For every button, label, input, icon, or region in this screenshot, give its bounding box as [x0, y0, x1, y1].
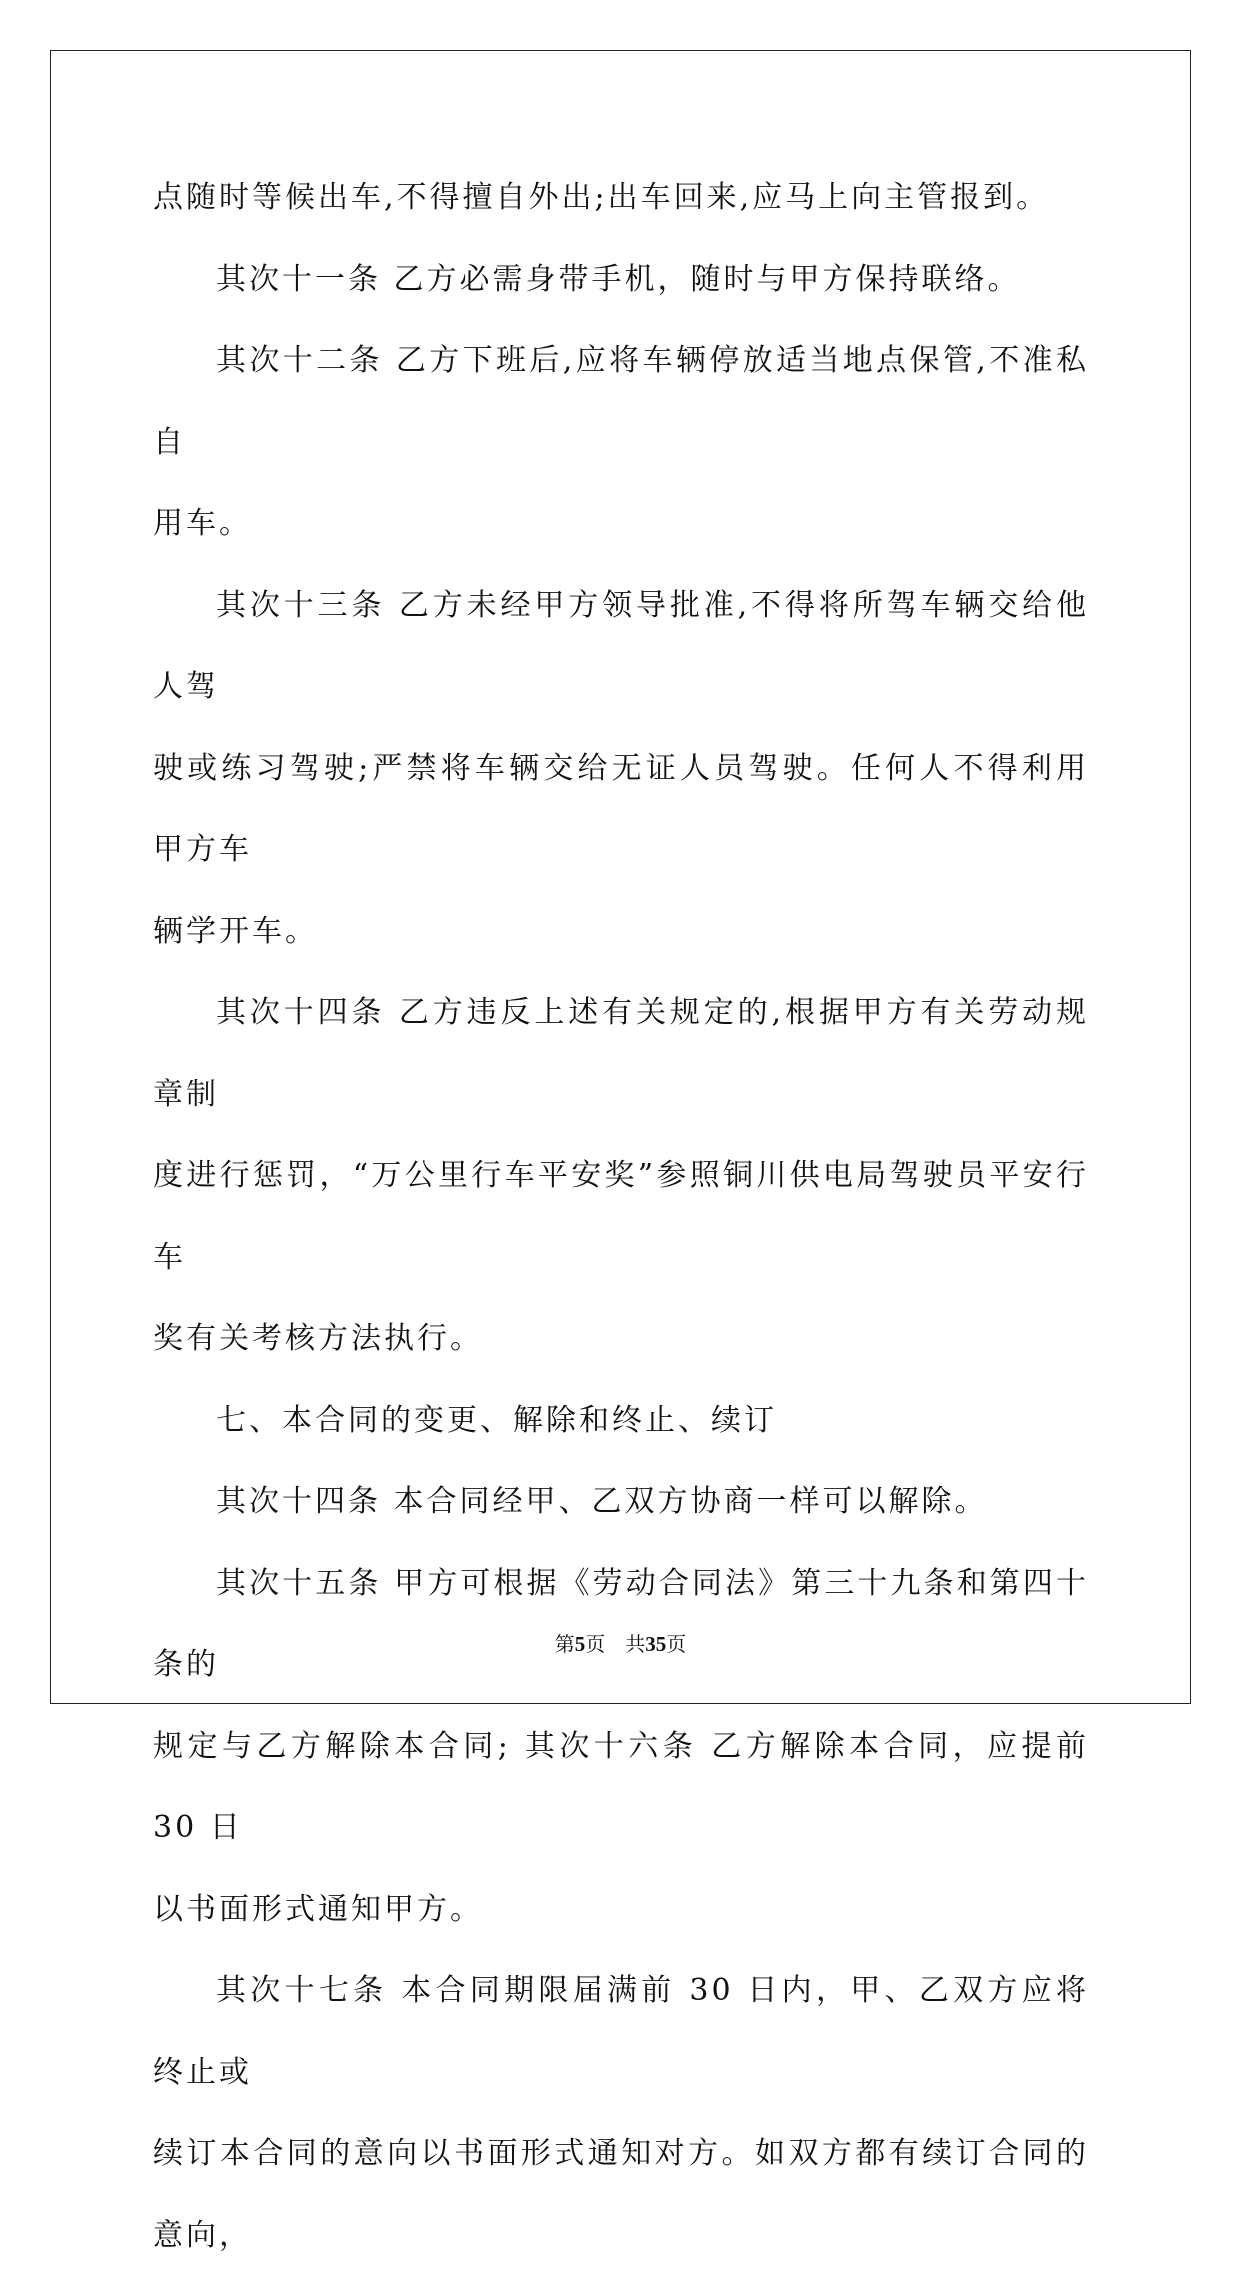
footer-total-suffix: 页 [666, 1632, 687, 1656]
paragraph-line: 其次十五条 甲方可根据《劳动合同法》第三十九条和第四十条的 [153, 1565, 1089, 1682]
footer-total-prefix: 共 [625, 1632, 646, 1656]
paragraph-line: 用车。 [153, 506, 252, 541]
paragraph-line: 点随时等候出车,不得擅自外出;出车回来,应马上向主管报到。 [153, 180, 1050, 215]
footer-prefix: 第 [554, 1632, 575, 1656]
footer-page-suffix: 页 [585, 1632, 606, 1656]
paragraph-line: 规定与乙方解除本合同; 其次十六条 乙方解除本合同，应提前 30 日 [153, 1728, 1089, 1845]
paragraph-line: 续订本合同的意向以书面形式通知对方。如双方都有续订合同的意向， [153, 2136, 1089, 2253]
paragraph-line: 奖有关考核方法执行。 [153, 1321, 483, 1356]
paragraph-line: 其次十七条 本合同期限届满前 30 日内，甲、乙双方应将终止或 [153, 1973, 1089, 2090]
paragraph-line: 其次十三条 乙方未经甲方领导批准,不得将所驾车辆交给他人驾 [153, 587, 1089, 704]
document-body [153, 157, 1089, 2276]
paragraph-line: 其次十四条 本合同经甲、乙双方协商一样可以解除。 [216, 1484, 988, 1519]
paragraph-line: 其次十一条 乙方必需身带手机，随时与甲方保持联络。 [216, 261, 1021, 297]
total-pages-number: 35 [645, 1632, 667, 1656]
paragraph-line: 驶或练习驾驶;严禁将车辆交给无证人员驾驶。任何人不得利用甲方车 [153, 750, 1089, 867]
paragraph-line: 度进行惩罚，“万公里行车平安奖”参照铜川供电局驾驶员平安行车 [153, 1158, 1089, 1275]
paragraph-line: 其次十二条 乙方下班后,应将车辆停放适当地点保管,不准私自 [153, 343, 1089, 460]
paragraph-line: 其次十四条 乙方违反上述有关规定的,根据甲方有关劳动规章制 [153, 995, 1089, 1112]
current-page-number: 5 [574, 1632, 586, 1656]
paragraph-line: 以书面形式通知甲方。 [153, 1891, 483, 1927]
section-heading: 七、本合同的变更、解除和终止、续订 [216, 1402, 777, 1438]
paragraph-line: 辆学开车。 [153, 913, 318, 949]
page-footer [0, 1628, 1241, 1657]
